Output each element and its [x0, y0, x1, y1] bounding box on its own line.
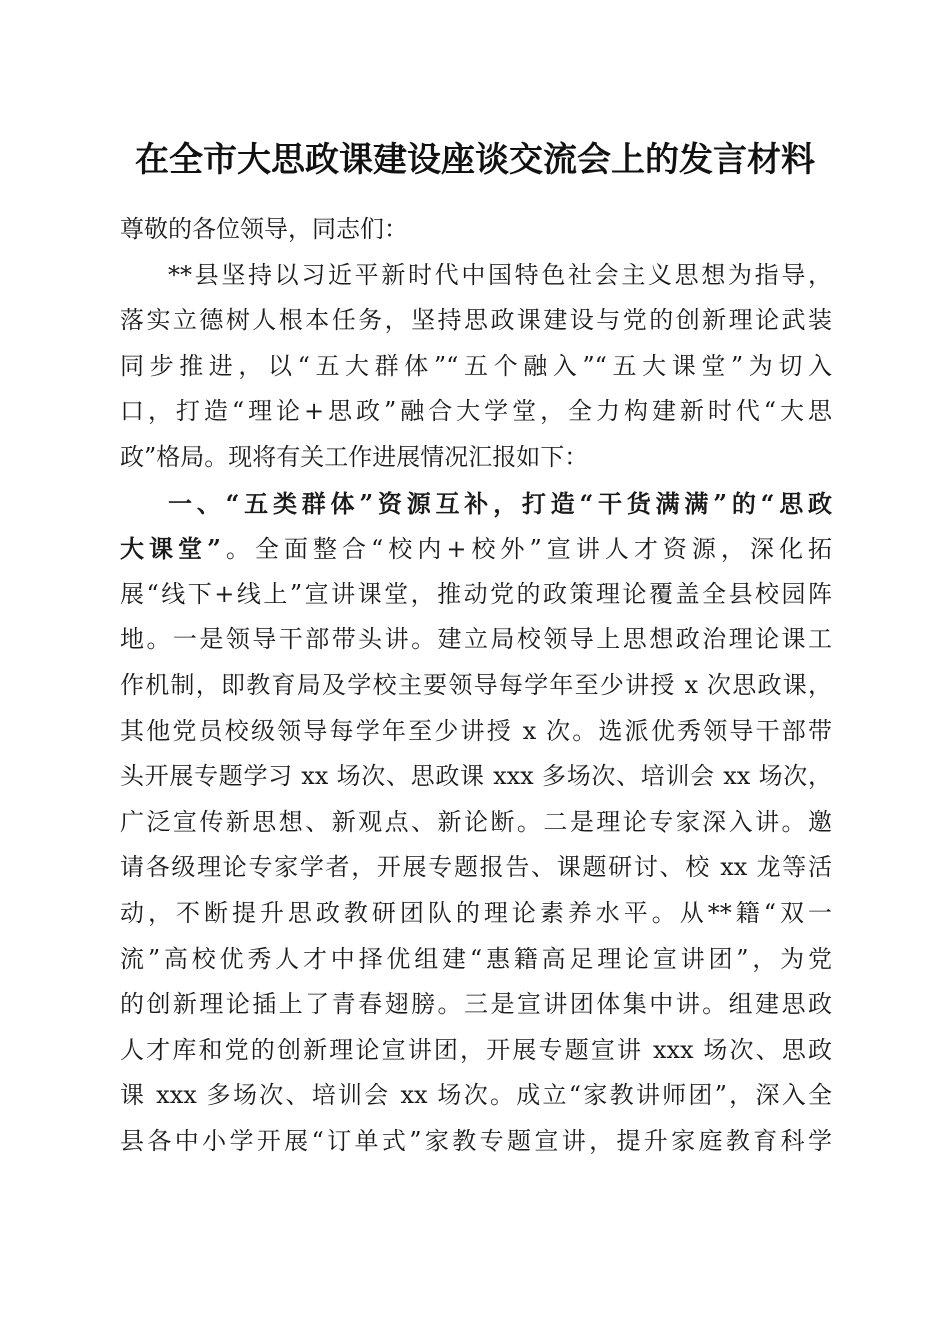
intro-line: 同步推进，以“五大群体”“五个融入”“五大课堂”为切入 — [120, 351, 832, 380]
section-line: 请各级理论专家学者，开展专题报告、课题研讨、校 xx 龙等活 — [120, 853, 832, 882]
salutation: 尊敬的各位领导，同志们： — [120, 215, 408, 243]
section-line: 头开展专题学习 xx 场次、思政课 xxx 多场次、培训会 xx 场次， — [120, 762, 832, 791]
section-line: 的创新理论插上了青春翅膀。三是宣讲团体集中讲。组建思政 — [120, 990, 832, 1019]
section-line: 流”高校优秀人才中择优组建“惠籍高足理论宣讲团”，为党 — [120, 944, 832, 973]
section-line: 人才库和党的创新理论宣讲团，开展专题宣讲 xxx 场次、思政 — [120, 1035, 832, 1064]
section-line — [120, 526, 832, 572]
intro-line: 政”格局。现将有关工作进展情况汇报如下： — [120, 442, 589, 471]
section-line: 其他党员校级领导每学年至少讲授 x 次。选派优秀领导干部带 — [120, 716, 832, 745]
section-line: 动，不断提升思政教研团队的理论素养水平。从**籍“双一 — [120, 898, 832, 927]
intro-line: **县坚持以习近平新时代中国特色社会主义思想为指导， — [168, 260, 832, 289]
section-heading-tail: 大课堂” — [120, 534, 221, 564]
section-line-rest: 。全面整合“校内+校外”宣讲人才资源，深化拓 — [220, 535, 832, 564]
section-heading: 一、“五类群体”资源互补，打造“干货满满”的“思政 — [168, 488, 832, 518]
intro-line: 口，打造“理论+思政”融合大学堂，全力构建新时代“大思 — [120, 397, 832, 426]
section-line: 县各中小学开展“订单式”家教专题宣讲，提升家庭教育科学 — [120, 1126, 832, 1155]
section-line: 地。一是领导干部带头讲。建立局校领导上思想政治理论课工 — [120, 625, 832, 654]
intro-line: 落实立德树人根本任务，坚持思政课建设与党的创新理论武装 — [120, 306, 832, 335]
section-line: 展“线下+线上”宣讲课堂，推动党的政策理论覆盖全县校园阵 — [120, 579, 832, 608]
section-line: 广泛宣传新思想、新观点、新论断。二是理论专家深入讲。邀 — [120, 807, 832, 836]
document-title: 在全市大思政课建设座谈交流会上的发言材料 — [135, 140, 815, 180]
document-body — [120, 207, 832, 1164]
section-line: 课 xxx 多场次、培训会 xx 场次。成立“家教讲师团”，深入全 — [120, 1081, 832, 1110]
section-line: 作机制，即教育局及学校主要领导每学年至少讲授 x 次思政课， — [120, 670, 832, 699]
